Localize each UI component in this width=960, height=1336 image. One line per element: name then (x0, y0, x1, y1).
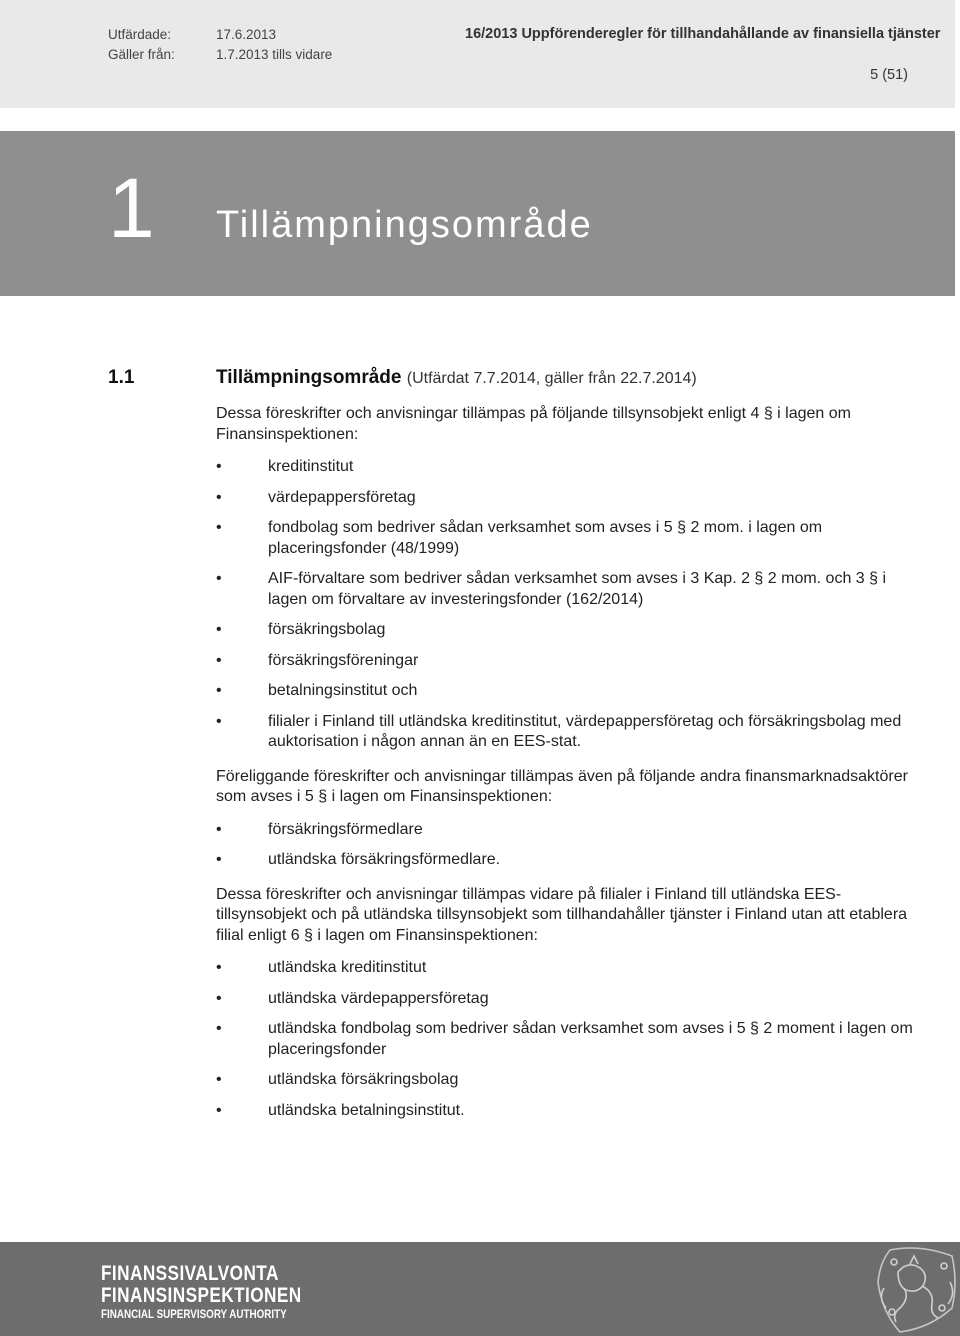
foreign-entities-list (216, 958, 916, 1121)
page-number: 5 (51) (870, 67, 908, 83)
coat-of-arms-icon (860, 1242, 960, 1336)
list-item: • fondbolag som bedriver sådan verksamhet som avses i 5 § 2 mom. i lagen om placeringsfonder (48/1999) (216, 518, 916, 559)
list-item: • utländska fondbolag som bedriver sådan verksamhet som avses i 5 § 2 moment i lagen om placeringsfonder (216, 1019, 916, 1060)
chapter-banner (0, 131, 955, 296)
list-item: • filialer i Finland till utländska kreditinstitut, värdepappersföretag och försäkringsbolag med auktorisation i någon annan än en EES-stat. (216, 712, 916, 753)
section-number: 1.1 (108, 367, 135, 388)
supervised-entities-list (216, 457, 916, 753)
paragraph-1: Dessa föreskrifter och anvisningar tillämpas på följande tillsynsobjekt enligt 4 § i lagen om Finansinspektionen: (216, 405, 851, 443)
paragraph-3: Dessa föreskrifter och anvisningar tillämpas vidare på filialer i Finland till utländska EES-tillsynsobjekt och på utländska tillsynsobjekt som tillhandahåller tjänster i Finland utan att etablera filial enligt 6 § i lagen om Finansinspektionen: (216, 885, 908, 944)
document-title: 16/2013 Uppförenderegler för tillhandahållande av finansiella tjänster (465, 26, 941, 42)
section-date-note: (Utfärdat 7.7.2014, gäller från 22.7.2014) (406, 370, 697, 387)
valid-date: 1.7.2013 tills vidare (216, 47, 333, 62)
list-item: • utländska försäkringsförmedlare. (216, 850, 916, 871)
section-heading (216, 367, 697, 389)
chapter-number: 1 (108, 161, 155, 255)
list-item: • försäkringsförmedlare (216, 820, 916, 841)
issued-date: 17.6.2013 (216, 27, 277, 42)
list-item: • värdepappersföretag (216, 488, 916, 509)
list-item: • kreditinstitut (216, 457, 916, 478)
market-actors-list (216, 820, 916, 871)
list-item: • utländska kreditinstitut (216, 958, 916, 979)
paragraph-2: Föreliggande föreskrifter och anvisningar tillämpas även på följande andra finansmarknadsaktörer som avses i 5 § i lagen om Finansinspektionen: (216, 767, 908, 805)
list-item: • försäkringsföreningar (216, 651, 916, 672)
page-header (0, 0, 955, 108)
valid-label: Gäller från: (108, 47, 175, 62)
logo-line-english: FINANCIAL SUPERVISORY AUTHORITY (101, 1307, 287, 1321)
list-item: • utländska försäkringsbolag (216, 1070, 916, 1091)
logo-line-finnish: FINANSSIVALVONTA (101, 1262, 279, 1285)
list-item: • AIF-förvaltare som bedriver sådan verksamhet som avses i 3 Kap. 2 § 2 mom. och 3 § i lagen om förvaltare av investeringsfonder (162/2014) (216, 569, 916, 610)
section-title: Tillämpningsområde (216, 367, 402, 388)
logo-line-swedish: FINANSINSPEKTIONEN (101, 1284, 302, 1307)
section-body (216, 404, 916, 1133)
page-footer (0, 1242, 960, 1336)
list-item: • utländska värdepappersföretag (216, 989, 916, 1010)
chapter-title: Tillämpningsområde (216, 204, 593, 246)
issued-label: Utfärdade: (108, 27, 172, 42)
list-item: • utländska betalningsinstitut. (216, 1101, 916, 1122)
list-item: • betalningsinstitut och (216, 681, 916, 702)
list-item: • försäkringsbolag (216, 620, 916, 641)
